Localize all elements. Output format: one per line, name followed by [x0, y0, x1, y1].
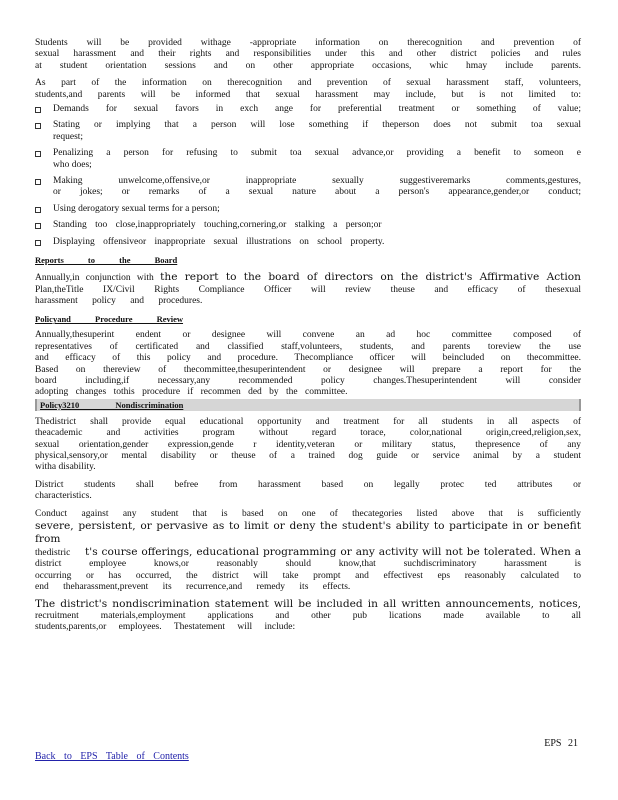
reports-line: [35, 271, 581, 284]
free-line: characteristics.: [35, 491, 92, 502]
bullet-text: who does;: [53, 159, 92, 170]
conduct-line: district employee knows,or reasonably should know,that suchdiscriminatory harassment is: [35, 559, 581, 570]
bullet-text: Demands for sexual favors in exch ange for preferential treatment or something of value;: [53, 104, 581, 115]
review-line: Based on thereview of thecommittee,thesuperintendent or designee will prepare a report for the: [35, 364, 581, 375]
bullet-square-icon: [35, 207, 41, 213]
statement-line: students,parents,or employees. Thestatement will include:: [35, 622, 296, 633]
reports-heading: Reports to the Board: [35, 255, 178, 266]
bullet-item: [35, 237, 581, 248]
bullet-square-icon: [35, 107, 41, 113]
reports-line: Plan,theTitle IX/Civil Rights Compliance Officer will review theuse and efficacy of thesexual: [35, 284, 581, 295]
free-line: District students shall befree from harassment based on legally protec ted attributes or: [35, 479, 581, 490]
statement-line: recruitment materials,employment applications and other pub lications made available to all: [35, 610, 581, 621]
conduct-line: [35, 546, 581, 559]
statement-line-large: The district's nondiscrimination statement will be included in all written announcements, notices,: [35, 597, 581, 610]
conduct-text-large: t's course offerings, educational programming or any activity will not be tolerated. When a: [85, 546, 582, 558]
document-page: [35, 38, 581, 633]
conduct-text: thedistric: [35, 548, 71, 558]
bullet-square-icon: [35, 151, 41, 157]
conduct-line-large: severe, persistent, or pervasive as to limit or deny the student's ability to participate in or benefit from: [35, 520, 581, 545]
bullet-square-icon: [35, 123, 41, 129]
bullet-square-icon: [35, 240, 41, 246]
policy-3210-heading: Policy3210 Nondiscrimination: [35, 399, 581, 411]
bullet-item: [35, 148, 581, 171]
bullet-text: Making unwelcome,offensive,or inappropriate sexually suggestiveremarks comments,gestures,: [53, 176, 581, 187]
review-line: board including,if necessary,any recommended policy changes.Thesuperintendent will consider: [35, 375, 581, 386]
intro-line: Students will be provided withage -appropriate information on therecognition and prevention of: [35, 38, 581, 48]
bullet-item: [35, 204, 581, 215]
policy-review-heading: Policyand Procedure Review: [35, 314, 184, 325]
bullet-item: [35, 120, 581, 143]
part-line: students,and parents will be informed that sexual harassment may include, but is not limited to:: [35, 89, 581, 100]
review-line: adopting changes tothis procedure if recommen ded by the committee.: [35, 387, 348, 398]
policy-line: Thedistrict shall provide equal educational opportunity and treatment for all students in all aspects of: [35, 416, 581, 427]
bullet-text: Penalizing a person for refusing to submit toa sexual advance,or providing a benefit to someon e: [53, 148, 581, 159]
bullet-item: [35, 176, 581, 199]
bullet-text: Using derogatory sexual terms for a person;: [53, 203, 220, 214]
page-number: EPS 21: [544, 738, 578, 749]
review-line: and efficacy of this policy and procedure. Thecompliance officer will beincluded on thecommittee.: [35, 353, 581, 364]
bullet-item: [35, 220, 581, 231]
bullet-text: Displaying offensiveor inappropriate sexual illustrations on school property.: [53, 236, 385, 247]
bullet-square-icon: [35, 223, 41, 229]
bullet-square-icon: [35, 179, 41, 185]
bullet-text: Standing too close,inappropriately touching,cornering,or stalking a person;or: [53, 220, 382, 231]
policy-line: theacademic and activities program without regard torace, color,national origin,creed,religion,sex,: [35, 428, 581, 439]
review-line: representatives of certificated and classified staff,volunteers, students, and parents toreview the use: [35, 341, 581, 352]
bullet-text: or jokes; or remarks of a sexual nature about a person's appearance,gender,or conduct;: [53, 187, 581, 198]
back-to-contents-link[interactable]: Back to EPS Table of Contents: [35, 751, 189, 762]
intro-line: sexual harassment and their rights and responsibilities under this and other district policies and rules: [35, 49, 581, 60]
intro-line: at student orientation sessions and on other appropriate occasions, whic hmay include parents.: [35, 60, 581, 71]
policy-line: physical,sensory,or mental disability or theuse of a trained dog guide or service animal by a student: [35, 450, 581, 461]
bullet-text: request;: [53, 131, 84, 142]
review-line: Annually,thesuperint endent or designee will convene an ad hoc committee composed of: [35, 330, 581, 341]
bullet-text: Stating or implying that a person will lose something if theperson does not submit toa sexual: [53, 120, 581, 131]
policy-line: sexual orientation,gender expression,gende r identity,veteran or military status, thepresence of any: [35, 439, 581, 450]
reports-text-large: the report to the board of directors on the district's Affirmative Action: [160, 271, 582, 284]
reports-text: Annually,in conjunction with: [35, 273, 154, 284]
part-line: As part of the information on therecognition and prevention of sexual harassment staff, volunteers,: [35, 78, 581, 89]
reports-line: harassment policy and procedures.: [35, 295, 203, 306]
conduct-line: occurring or has occurred, the district will take prompt and effectivest eps reasonably calculated to: [35, 570, 581, 581]
conduct-line: end theharassment,prevent its recurrence,and remedy its effects.: [35, 582, 351, 593]
bullet-item: [35, 104, 581, 115]
conduct-line: Conduct against any student that is based on one of thecategories listed above that is sufficiently: [35, 508, 581, 519]
policy-line: witha disability.: [35, 462, 96, 473]
